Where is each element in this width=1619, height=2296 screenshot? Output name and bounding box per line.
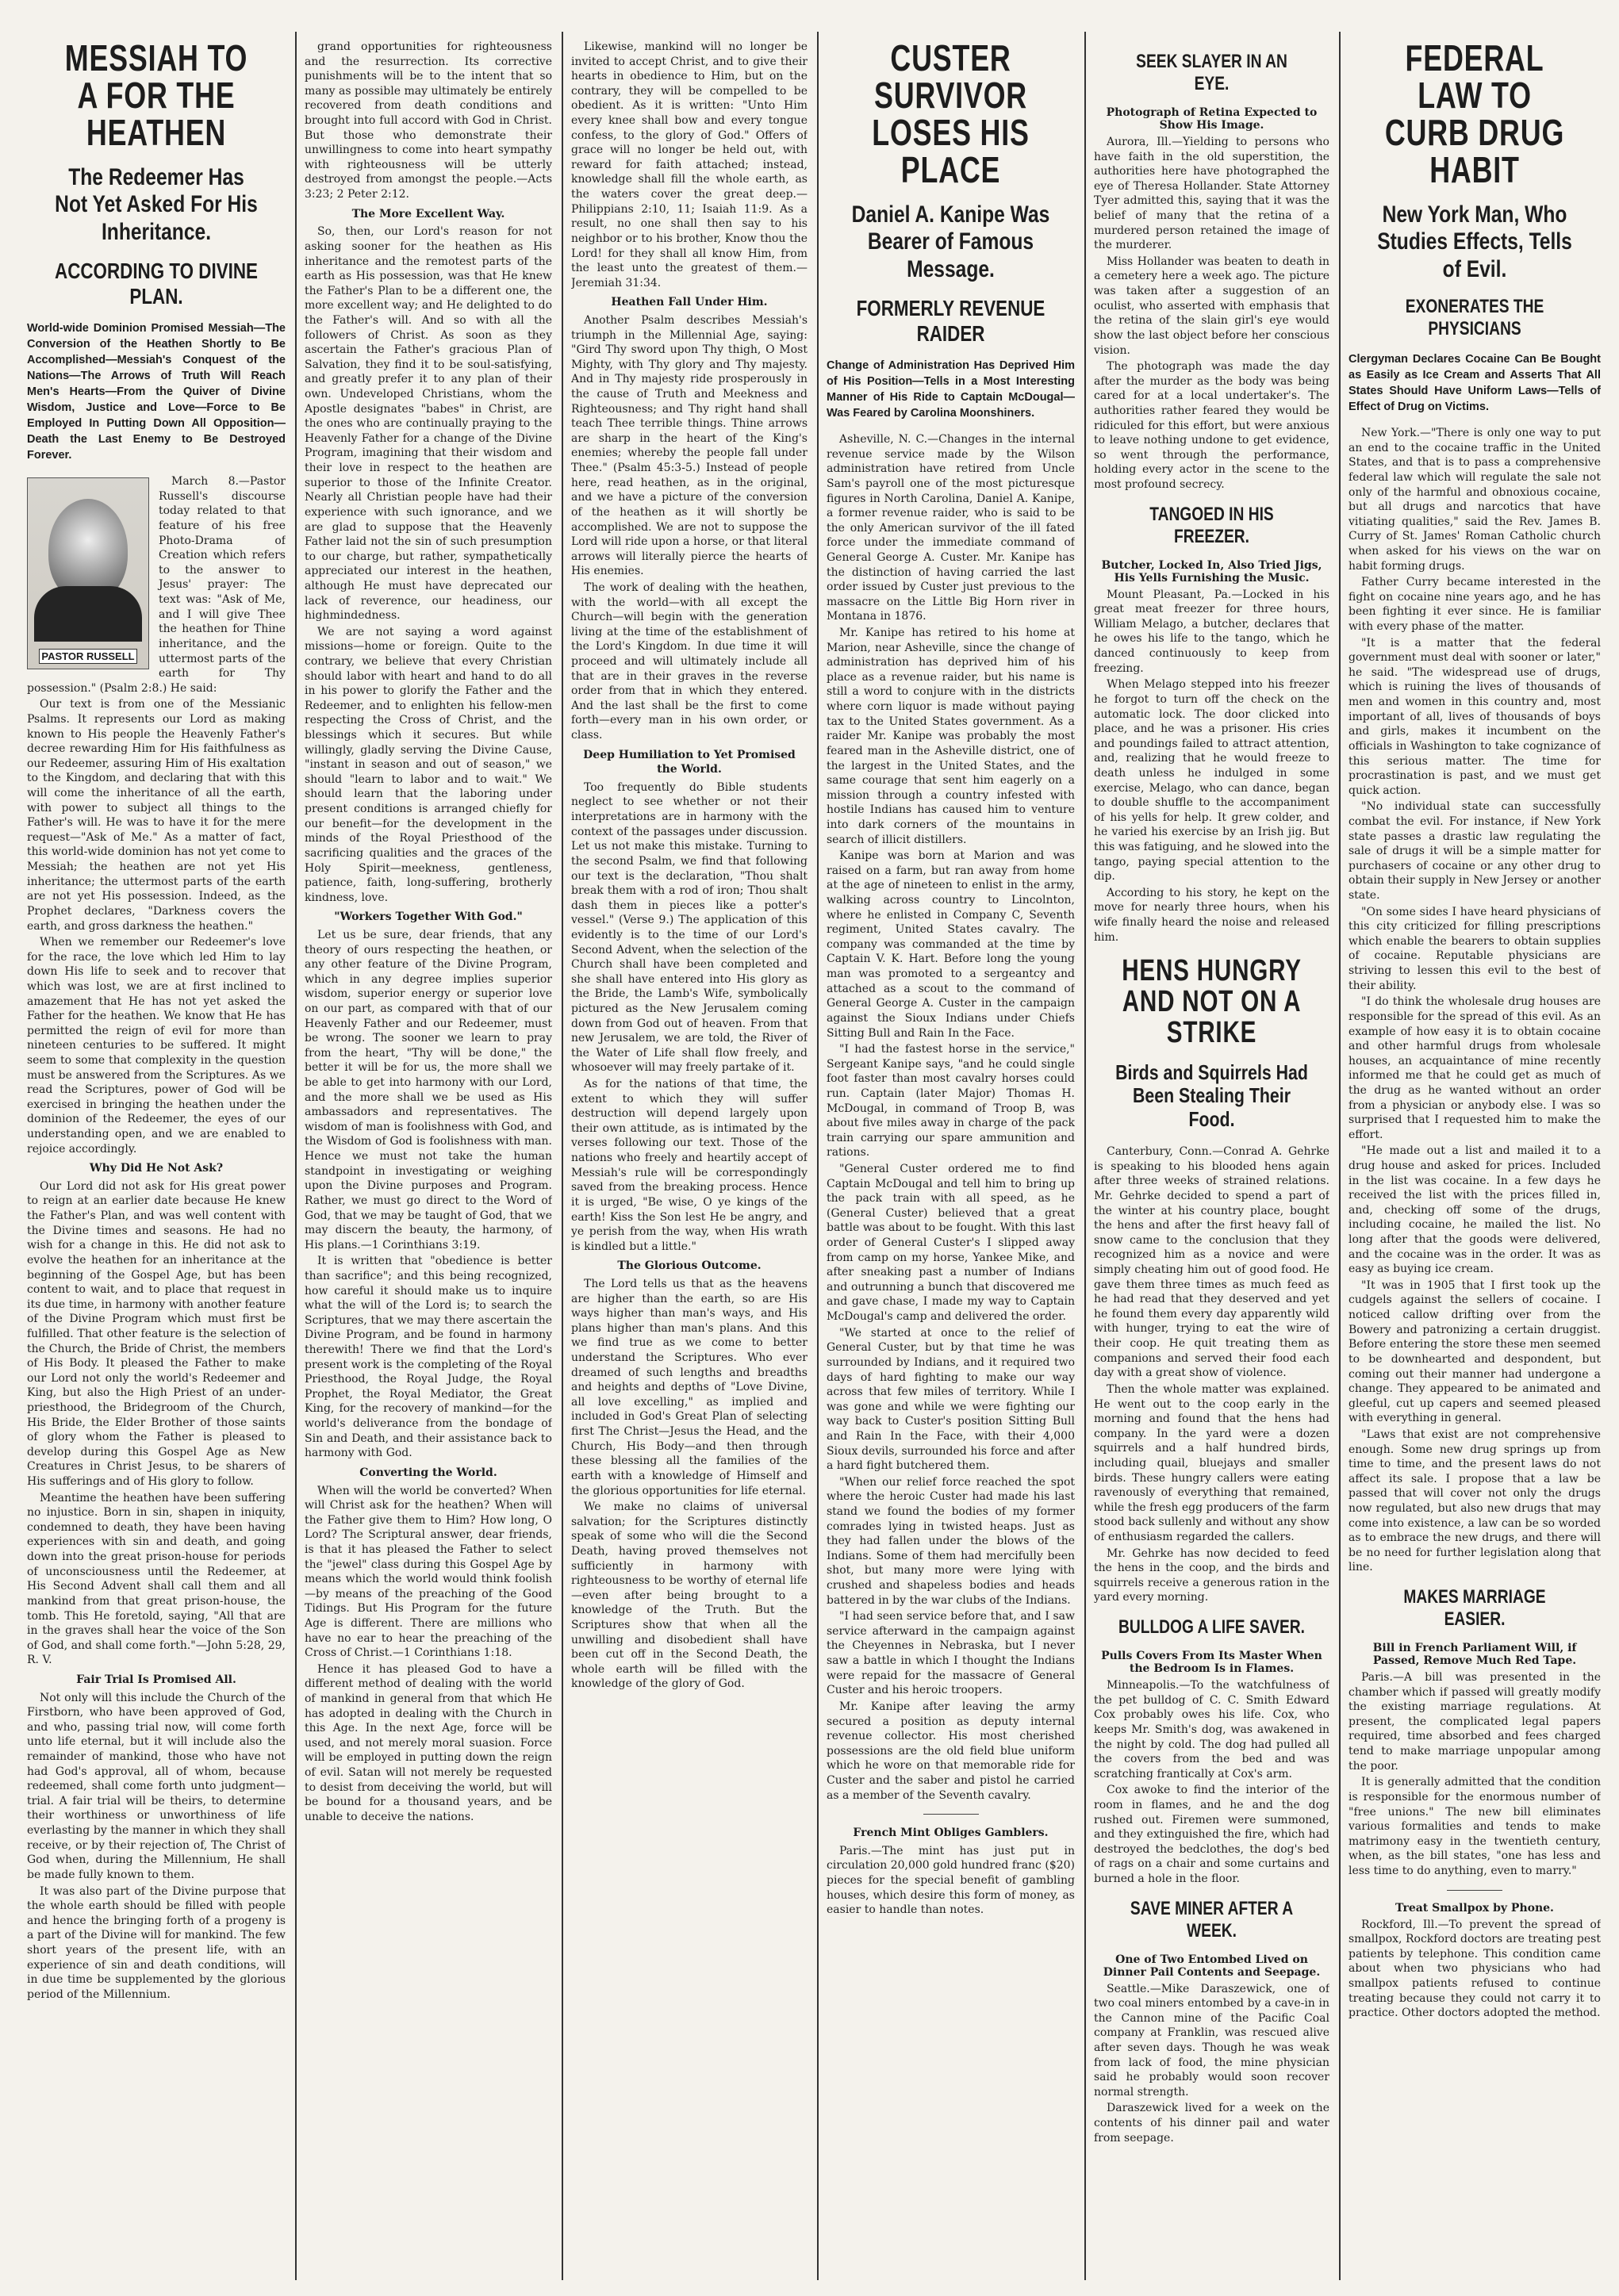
paragraph: Not only will this include the Church of the Firstborn, who have been approved of God, and who, passing trial now, will come forth unto life eternal, but it will include also the remainder of mankind, those who have not had God's approval, all of whom, because redeemed, shall come forth unto judgment—trial. A fair trial will be theirs, to determine their worthiness or unworthiness of life everlasting by the manner in which they shall receive, or by their rejection of, The Christ of God when, during the Millennium, He shall be made fully known to them. [27, 1691, 286, 1881]
article-body-bulldog [1094, 1678, 1329, 1887]
summary-custer: Change of Administration Has Deprived Him of His Position—Tells in a Most Interesting Manner of His Ride to Captain McDougal—Was Feared by Carolina Moonshiners. [827, 359, 1075, 420]
deck-seek-slayer: Photograph of Retina Expected to Show His Image. [1106, 106, 1318, 132]
subhead-divine-plan: ACCORDING TO DIVINE PLAN. [55, 259, 258, 309]
paragraph: grand opportunities for righteousness and the resurrection. Its corrective punishments will be to the intent that so many as possible may ultimately be entirely recovered from death conditions and brought into full accord with God in Christ. But those who demonstrate their unwillingness to come into heart sympathy with righteousness will be utterly destroyed from amongst the people.—Acts 3:23; 2 Peter 2:12. [305, 40, 552, 201]
brief-heading: French Mint Obliges Gamblers. [853, 1826, 1049, 1840]
portrait-photo [27, 477, 149, 669]
paragraph: "I do think the wholesale drug houses are responsible for the spread of this evil. As an example of how easy it is to obtain cocaine and other harmful drugs from wholesale houses, an acquaintance of mine recently informed me that he could get as much of the drug as he wanted without an order from a physician or anybody else. I was so surprised that I requested him to make the effort. [1349, 995, 1601, 1141]
column-rule [562, 32, 563, 2280]
paragraph: Rockford, Ill.—To prevent the spread of smallpox, Rockford doctors are treating pest patients by telephone. This condition came about when two physicians who had smallpox patients refused to continue treating because they could not carry it to practice. Other doctors adopted the method. [1349, 1918, 1601, 2020]
paragraph: "When our relief force reached the spot where the heroic Custer had made his last stand we found the bodies of my former comrades lying in twisted heaps. Just as they had fallen under the blows of the Indians. Some of them had mercifully been shot, but many more were lying with crushed and shapeless bodies and heads battered in by the war clubs of the Indians. [827, 1475, 1075, 1607]
column-rule [295, 32, 297, 2280]
paragraph: "Laws that exist are not comprehensive enough. Some new drug springs up from time to time, and the present laws do not affect its sale. I propose that a law be passed that will cover not only the drugs now regulated, but also new drugs that may come into existence, a law can be so worded as to embrace the new drugs, and there will be no need for further legislation along that line. [1349, 1428, 1601, 1574]
section-heading: The More Excellent Way. [351, 207, 505, 220]
paragraph: "I had seen service before that, and I saw service afterward in the campaign against the Cheyennes in Nebraska, but I never saw a battle in which I thought the Indians were repaid for the massacre of General Custer and his heroic troopers. [827, 1610, 1075, 1697]
paragraph: Daraszewick lived for a week on the contents of his dinner pail and water from seepage. [1094, 2102, 1329, 2145]
paragraph: Canterbury, Conn.—Conrad A. Gehrke is speaking to his blooded hens again after three weeks of strained relations. Mr. Gehrke decided to spend a part of the winter at his country place, bought the hens and after the first heavy fall of snow came to the conclusion that they recognized him as a novice and were simply cheating him out of good food. He gave them three times as much feed as he had read that they deserved and yet he found them every day apparently wild with hunger, trying to eat the wire of their coop. He quit treating them as companions and served their food each day with a great show of violence. [1094, 1145, 1329, 1380]
paragraph: Minneapolis.—To the watchfulness of the pet bulldog of C. C. Smith Edward Cox probably owes his life. Cox, who keeps Mr. Smith's dog, was awakened in the night by cold. The dog had pulled all the covers from the bed and was scratching frantically at Cox's arm. [1094, 1679, 1329, 1780]
section-heading: "Workers Together With God." [334, 910, 523, 924]
section-heading: Heathen Fall Under Him. [611, 296, 768, 309]
headline-federal-law: FEDERAL LAW TO CURB DRUG HABIT [1384, 40, 1565, 190]
column-rule [1084, 32, 1086, 2280]
column-rule [1339, 32, 1341, 2280]
paragraph: When we remember our Redeemer's love for the race, the love which led Him to lay down His life to seek and to recover that which was lost, we are at first inclined to amazement that He has not yet asked the Father for the heathen. We know that He has permitted the reign of evil for more than nineteen centuries to be suffered. It might seem to some that complexity in the question must be answered from the Scriptures. As we read the Scriptures, power of God will be exercised in bringing the heathen under the dominion of the Redeemer, the eyes of our understanding open, and we are enabled to rejoice accordingly. [27, 936, 286, 1156]
portrait-caption: PASTOR RUSSELL [39, 649, 137, 664]
deck-tangoed: Butcher, Locked In, Also Tried Jigs, His Yells Furnishing the Music. [1101, 558, 1322, 585]
summary-messiah: World-wide Dominion Promised Messiah—The Conversion of the Heathen Shortly to Be Accomplished—Messiah's Conquest of the Nations—The Arrows of Truth Will Reach Men's Hearts—From the Quiver of Divine Wisdom, Justice and Love—Force to Be Employed In Putting Down All Opposition—Death the Last Enemy to Be Destroyed Forever. [27, 322, 286, 462]
headline-marriage: MAKES MARRIAGE EASIER. [1403, 1586, 1546, 1631]
paragraph: According to his story, he kept on the move for nearly three hours, when his wife finally heard the noise and released him. [1094, 886, 1329, 944]
section-heading: The Glorious Outcome. [617, 1259, 762, 1273]
column-5 [1094, 40, 1329, 2280]
paragraph: The Lord tells us that as the heavens are higher than the earth, so are His ways higher than man's ways, and His plans higher than man's plans. And this we find true as we come to better understand the Scriptures. Who ever dreamed of such lengths and breadths and heights and depths of "Love Divine, all love excelling," as implied and included in God's Great Plan of selecting first The Christ—Jesus the Head, and the Church, His Body—and then through these blessing all the families of the earth with a knowledge of Himself and the glorious opportunities for life eternal. [571, 1277, 808, 1497]
paragraph: Kanipe was born at Marion and was raised on a farm, but ran away from home at the age of nineteen to enlist in the army, walking across country to Lincolnton, where he enlisted in Company C, Seventh regiment, United States cavalry. The company was commanded at the time by Captain V. K. Hart. Before long the young man was promoted to a sergeantcy and attached as a scout to the command of General George A. Custer in the campaign against the Sioux Indians under Chiefs Sitting Bull and Rain In the Face. [827, 849, 1075, 1040]
paragraph: The photograph was made the day after the murder as the body was being cared for at a local undertaker's. The authorities rather feared they would be ridiculed for this effort, but were anxious to leave nothing undone to get evidence, so went through the performance, holding every actor in the scene to the most profound secrecy. [1094, 360, 1329, 492]
paragraph: March 8.—Pastor Russell's discourse today related to that feature of his free Photo-Drama of Creation which refers to the answer to Jesus' prayer: The text was: "Ask of Me, and I will give Thee the heathen for Thine inheritance, and the uttermost parts of the earth for Thy possession." (Psalm 2:8.) He said: [27, 475, 286, 695]
paragraph: Mr. Gehrke has now decided to feed the hens in the coop, and the birds and squirrels receive a generous ration in the yard every morning. [1094, 1547, 1329, 1604]
paragraph: "On some sides I have heard physicians of this city criticized for filling prescriptions which enable the bearers to obtain supplies of cocaine. Reputable physicians are striving to lessen this evil to the best of their ability. [1349, 905, 1601, 992]
paragraph: Mr. Kanipe after leaving the army secured a position as deputy internal revenue collector. His most cherished possessions are the old field blue uniform which he wore on that memorable ride for Custer and the saber and pistol he carried as a member of the Seventh cavalry. [827, 1700, 1075, 1802]
paragraph: "He made out a list and mailed it to a drug house and asked for prices. Included in the list was cocaine. In a few days he received the list with the prices filled in, and, checking off some of the drugs, including cocaine, he mailed the list. No long after that the goods were delivered, and the cocaine was in the order. It was as easy as buying ice cream. [1349, 1144, 1601, 1276]
paragraph: It is generally admitted that the condition is responsible for the enormous number of "free unions." The new bill eliminates various formalities and tends to make matrimony easy in the twentieth century, when, as the bill states, "one has less and less time to do anything, even to marry." [1349, 1776, 1601, 1877]
deck-bulldog: Pulls Covers From Its Master When the Bedroom Is in Flames. [1101, 1650, 1322, 1676]
portrait-coat [34, 586, 142, 642]
headline-tangoed: TANGOED IN HIS FREEZER. [1149, 503, 1274, 547]
article-body-messiah-cont-2 [571, 40, 808, 1692]
article-body-federal-law [1349, 426, 1601, 1575]
column-rule [817, 32, 819, 2280]
section-heading: Converting the World. [359, 1466, 497, 1479]
paragraph: Paris.—A bill was presented in the chamber which if passed will greatly modify the existing marriage regulations. At present, the complicated legal papers required, time absorbed and fees charged tend to make marriage unpopular among the poor. [1349, 1671, 1601, 1773]
deck-save-miner: One of Two Entombed Lived on Dinner Pail Contents and Seepage. [1103, 1953, 1321, 1979]
paragraph: So, then, our Lord's reason for not asking sooner for the heathen as His inheritance and the remotest parts of the earth as His possession, was that He knew the Father's Plan to be a different one, the more excellent way; and He delighted to do the Father's will. And so with all the followers of Christ. As soon as they ascertain the Father's gracious Plan of Salvation, they find it to be soul-satisfying, and greatly prefer it to any plan of their own. Undeveloped Christians, whom the Apostle designates "babes" in Christ, are the ones who are continually praying to the Heavenly Father for a change of the Divine Program, imagining that their wisdom and their love in respect to the heathen are superior to those of the Infinite Creator. Nearly all Christian people have had their experience with such ignorance, and we are glad to suppose that the Heavenly Father laid not the sin of such presumption to our charge, but rather, sympathetically appreciated our interest in the heathen, although He must have deprecated our lack of reverence, our headiness, our highmindedness. [305, 225, 552, 623]
headline-messiah: MESSIAH TO A FOR THE HEATHEN [64, 40, 248, 153]
paragraph: Father Curry became interested in the fight on cocaine nine years ago, and he has been fighting it ever since. He is familiar with every phase of the matter. [1349, 576, 1601, 634]
subhead-physicians: EXONERATES THE PHYSICIANS [1405, 296, 1544, 340]
article-body-smallpox [1349, 1918, 1601, 2021]
paragraph: When Melago stepped into his freezer he forgot to turn off the check on the automatic lock. The door clicked into place, and he was a prisoner. His cries and poundings failed to attract attention, and, realizing that he would freeze to death unless he indulged in some exercise, Melago, who can dance, began to double shuffle to the accompaniment of his yells for help. It grew colder, and he varied his exercise by an Irish jig. But this was fatiguing, and he slowed into the tango, paying special attention to the dip. [1094, 678, 1329, 884]
article-body-hens [1094, 1144, 1329, 1605]
divider [923, 1814, 979, 1815]
paragraph: Mr. Kanipe has retired to his home at Marion, near Asheville, since the change of administration has deprived him of his place as a revenue raider, but his name is still a word to conjure with in the districts where corn liquor is made without paying tax to the United States government. As a raider Mr. Kanipe was probably the most feared man in the Asheville district, one of the largest in the United States, and the same courage that sent him eagerly on a mission through a country infested with hostile Indians has caused him to venture into dark corners of the mountains in search of illicit distillers. [827, 627, 1075, 846]
article-body-save-miner [1094, 1982, 1329, 2146]
paragraph: "General Custer ordered me to find Captain McDougal and tell him to bring up the pack train with all speed, as he (General Custer) believed that a great battle was about to be fought. With this last order of General Custer's I slipped away from camp on my horse, Yankee Mike, and after sneaking past a number of Indians and outrunning a bunch that discovered me and gave chase, I made my way to Captain McDougal's camp and delivered the order. [827, 1162, 1075, 1324]
paragraph: Aurora, Ill.—Yielding to persons who have faith in the old superstition, the authorities here have photographed the eye of Theresa Hollander. State Attorney Tyer admitted this, saying that it was the belief of many that the retina of a murdered person retained the image of the murderer. [1094, 136, 1329, 252]
paragraph: Another Psalm describes Messiah's triumph in the Millennial Age, saying: "Gird Thy sword upon Thy thigh, O Most Mighty, with Thy glory and Thy majesty. And in Thy majesty ride prosperously in the cause of Truth and Meekness and Righteousness; and Thy right hand shall teach Thee terrible things. Thine arrows are sharp in the heart of the King's enemies; whereby the people fall under Thee." (Psalm 45:3-5.) Instead of people here, read heathen, as in the original, and we have a picture of the conversion of the heathen as it will shortly be accomplished. We are not to suppose the Lord will ride upon a horse, or that literal arrows will literally pierce the hearts of His enemies. [571, 313, 808, 578]
article-body-custer [827, 432, 1075, 1918]
section-heading: Why Did He Not Ask? [89, 1162, 224, 1175]
paragraph: It was also part of the Divine purpose that the whole earth should be filled with people and hence the bringing forth of a progeny is a part of the Divine will for mankind. The few short years of the present life, with an experience of sin and death conditions, will in due time be supplemented by the glorious period of the Millennium. [27, 1884, 286, 2001]
paragraph: As for the nations of that time, the extent to which they will suffer destruction will depend largely upon their own attitude, as is intimated by the verses following our text. Those of the nations who freely and heartily accept of Messiah's rule will be correspondingly saved from the breaking process. Hence it is urged, "Be wise, O ye kings of the earth! Kiss the Son lest He be angry, and ye perish from the way, when His wrath is kindled but a little." [571, 1078, 808, 1253]
paragraph: Then the whole matter was explained. He went out to the coop early in the morning and found that the hens had company. In the yard were a dozen squirrels and a half hundred birds, including quail, bluejays and smaller birds. These hungry callers were eating ravenously of everything that remained, while the fresh egg producers of the farm stood back sullenly and without any show of enthusiasm regarded the callers. [1094, 1382, 1329, 1544]
article-body-seek-slayer [1094, 135, 1329, 493]
paragraph: We are not saying a word against missions—home or foreign. Quite to the contrary, we believe that every Christian should labor with heart and hand to do all in his power to glorify the Father and the Redeemer, and to enlighten his fellow-men respecting the Cross of Christ, and the blessings which it secures. But while willingly, gladly serving the Divine Cause, "instant in season and out of season," we should "learn to labor and to wait." We should learn that the laboring under present conditions is arranged chiefly for our benefit—for the development in the minds of the Royal Priesthood of the sacrificing qualities and the graces of the Holy Spirit—meekness, gentleness, patience, faith, long-suffering, brotherly kindness, love. [305, 625, 552, 904]
deck-custer: Daniel A. Kanipe Was Bearer of Famous Message. [851, 201, 1050, 282]
paragraph: "I had the fastest horse in the service," Sergeant Kanipe says, "and he could single foot faster than most cavalry horses could run. Captain (later Major) Thomas H. McDougal, in command of Troop B, was about five miles away in charge of the pack train carrying our spare ammunition and rations. [827, 1043, 1075, 1159]
paragraph: Asheville, N. C.—Changes in the internal revenue service made by the Wilson administration have retired from Uncle Sam's payroll one of the most picturesque figures in North Carolina, Daniel A. Kanipe, a former revenue raider, who is said to be the only American survivor of the ill fated force under the immediate command of General George A. Custer. Mr. Kanipe has the distinction of having carried the last order issued by Custer just previous to the massacre on the Little Big Horn river in Montana in 1876. [827, 433, 1075, 623]
summary-federal-law: Clergyman Declares Cocaine Can Be Bought as Easily as Ice Cream and Asserts That All States Should Have Uniform Laws—Tells of Effect of Drug on Victims. [1349, 353, 1601, 414]
paragraph: "No individual state can successfully combat the evil. For instance, if New York state passes a drastic law regulating the sale of drugs it will be a simple matter for purchasers of cocaine or any other drug to obtain their supply in New Jersey or another state. [1349, 800, 1601, 903]
paragraph: "We started at once to the relief of General Custer, but by that time he was surrounded by Indians, and it required two days of hard fighting to make our way across that few miles of territory. While I was gone and while we were fighting our way back to Custer's position Sitting Bull and Rain In the Face, with their 4,000 Sioux devils, surrounded his force and after a hard fight butchered them. [827, 1326, 1075, 1473]
deck-messiah: The Redeemer Has Not Yet Asked For His Inheritance. [55, 163, 258, 245]
paragraph: "It is a matter that the federal government must deal with sooner or later," he said. "The widespread use of drugs, which is ruining the lives of thousands of men and women in this country and, most important of all, lives of thousands of boys and girls, makes it incumbent on the officials in Washington to take cognizance of this serious matter. The time for procrastination is past, and we must get quick action. [1349, 636, 1601, 797]
paragraph: Too frequently do Bible students neglect to see whether or not their interpretations are in harmony with the context of the passages under discussion. Let us not make this mistake. Turning to the second Psalm, we find that following our text is the declaration, "Thou shalt break them with a rod of iron; Thou shalt dash them in pieces like a potter's vessel." (Verse 9.) The application of this evidently is to the time of our Lord's Second Advent, when the selection of the Church shall have been completed and she shall have entered into His glory as the Bride, the Lamb's Wife, symbolically pictured as the New Jerusalem coming down from God out of heaven. From that new Jerusalem, we are told, the River of the Water of Life shall flow freely, and whosoever will may freely partake of it. [571, 780, 808, 1075]
deck-hens: Birds and Squirrels Had Been Stealing Their Food. [1115, 1060, 1308, 1132]
article-body-marriage [1349, 1670, 1601, 1879]
column-3 [571, 40, 808, 2280]
section-heading: Fair Trial Is Promised All. [76, 1673, 236, 1686]
column-2 [305, 40, 552, 2280]
paragraph: Hence it has pleased God to have a different method of dealing with the world of mankind in general from that which He has adopted in dealing with the Church in this Age. In the next Age, force will be used, and not merely moral suasion. Force will be employed in putting down the reign of evil. Satan will not merely be requested to desist from deceiving the world, but will be bound for a thousand years, and be unable to deceive the nations. [305, 1662, 552, 1823]
paragraph: Likewise, mankind will no longer be invited to accept Christ, and to give their hearts in obedience to Him, but on the contrary, they will be compelled to be obedient. As it is written: "Unto Him every knee shall bow and every tongue confess, to the glory of God." Offers of grace will no longer be held out, with reward for faith attached; instead, knowledge shall fill the whole earth, as the waters cover the great deep.—Philippians 2:10, 11; Isaiah 11:9. As a result, no one shall then say to his neighbor or to his brother, Know thou the Lord! for they shall all know Him, from the least unto the greatest of them.—Jeremiah 31:34. [571, 40, 808, 289]
paragraph: The work of dealing with the heathen, with the world—with all except the Church—will begin with the generation living at the time of the establishment of the Lord's Kingdom. In due time it will proceed and will ultimately include all that are in their graves in the reverse order from that in which they entered. And the last shall be the first to come forth—every man in his own order, or class. [571, 581, 808, 742]
paragraph: It is written that "obedience is better than sacrifice"; and this being recognized, how careful it should make us to inquire what the will of the Lord is; to search the Scriptures, that we may there ascertain the Divine Program, and be found in harmony therewith! There we find that the Lord's present work is the completing of the Royal Priesthood, the Royal Judge, the Royal Prophet, the Royal Mediator, the Great King, for the recovery of mankind—for the world's deliverance from the bondage of Sin and Death, and their assistance back to harmony with God. [305, 1255, 552, 1460]
headline-custer: CUSTER SURVIVOR LOSES HIS PLACE [872, 40, 1030, 190]
headline-bulldog: BULLDOG A LIFE SAVER. [1118, 1616, 1306, 1639]
paragraph: Our text is from one of the Messianic Psalms. It represents our Lord as making known to His people the Heavenly Father's decree rewarding Him for His faithfulness as our Redeemer, assuring Him of His exaltation to the Kingdom, and declaring that with this will come the inheritance of all the earth, with power to subject all things to the Father's will. He was to have it for the mere request—"Ask of Me." As a matter of fact, this world-wide dominion has not yet come to Messiah; the heathen are not yet His inheritance; the uttermost parts of the earth are not yet His possession. Indeed, as the Prophet declares, "Darkness covers the earth, and gross darkness the heathen." [27, 698, 286, 933]
article-body-tangoed [1094, 588, 1329, 945]
divider [1447, 1890, 1502, 1891]
paragraph: New York.—"There is only one way to put an end to the cocaine traffic in the United States, and that is to pass a comprehensive federal law which will regulate the sale not only of the harmful and obnoxious cocaine, but all drugs and narcotics that have vitiating qualities," said the Rev. James B. Curry of St. James' Roman Catholic church when asked for his views on the war on habit forming drugs. [1349, 427, 1601, 573]
column-6 [1349, 40, 1601, 2280]
paragraph: Paris.—The mint has just put in circulation 20,000 gold hundred franc ($20) pieces for the special benefit of gambling houses, which desire this form of money, as easier to handle than notes. [827, 1844, 1075, 1917]
article-body-messiah [27, 474, 286, 2002]
deck-federal-law: New York Man, Who Studies Effects, Tells of Evil. [1377, 201, 1572, 282]
column-4 [827, 40, 1075, 2280]
deck-marriage: Bill in French Parliament Will, if Passed, Remove Much Red Tape. [1372, 1642, 1577, 1668]
paragraph: When will the world be converted? When will Christ ask for the heathen? When will the Father give them to Him? How long, O Lord? The Scriptural answer, dear friends, is that it has pleased the Father to select the "jewel" class during this Gospel Age by means which the world would think foolish—by means of the preaching of the Good Tidings. But His Program for the future Age is different. There are millions who have no ear to hear the preaching of the Cross of Christ.—1 Corinthians 1:18. [305, 1484, 552, 1660]
paragraph: We make no claims of universal salvation; for the Scriptures distinctly speak of some who will die the Second Death, having proved themselves not sufficiently in harmony with righteousness to be worthy of eternal life—even after being brought to a knowledge of the Truth. But the Scriptures show that when all the unwilling and disobedient shall have been cut off in the Second Death, the whole earth will be filled with the knowledge of the glory of God. [571, 1501, 808, 1691]
section-heading: Deep Humiliation to Yet Promised the World. [583, 748, 796, 776]
paragraph: Meantime the heathen have been suffering no injustice. Born in sin, shapen in iniquity, condemned to death, they have been having experiences with sin and death, and going down into the great prison-house for periods of unconsciousness until the Redeemer, at His Second Advent shall call them and all mankind from that great prison-house, the tomb. This He foretold, saying, "All that are in the graves shall hear the voice of the Son of God, and shall come forth."—John 5:28, 29, R. V. [27, 1491, 286, 1667]
paragraph: Cox awoke to find the interior of the room in flames, and he and the dog rushed out. Firemen were summoned, and they extinguished the fire, which had destroyed the bedclothes, the dog's bed of rags on a chair and some curtains and burned a hole in the floor. [1094, 1784, 1329, 1885]
headline-smallpox: Treat Smallpox by Phone. [1395, 1901, 1554, 1915]
paragraph: Let us be sure, dear friends, that any theory of ours respecting the heathen, or any other feature of the Divine Program, which in any degree implies superior wisdom, superior energy or superior love on our part, as compared with that of our Heavenly Father and our Redeemer, must be wrong. The sooner we learn to pray from the heart, "Thy will be done," the better it will be for us, the more shall we be able to get into harmony with our Lord, and the more shall we be used as His ambassadors and representatives. The wisdom of man is foolishness with God, and the Wisdom of God is foolishness with man. Hence we must not take the human standpoint in investigating or weighing upon the Divine purposes and Program. Rather, we must go direct to the Word of God, that we may be taught of God, that we may discern the beauty, the harmony, of His plans.—1 Corinthians 3:19. [305, 928, 552, 1251]
paragraph: Miss Hollander was beaten to death in a cemetery here a week ago. The picture was taken after a suggestion of an oculist, who asserted with emphasis that the retina of the slain girl's eye would show the last object before her conscious vision. [1094, 255, 1329, 357]
paragraph: "It was in 1905 that I first took up the cudgels against the sellers of cocaine. I noticed callow drifting over from the Bowery and patronizing a certain druggist. Before entering the store these men seemed to be downhearted and despondent, but coming out their manner had undergone a change. They appeared to be animated and gleeful, cut up capers and seemed pleased with everything in general. [1349, 1278, 1601, 1425]
subhead-revenue-raider: FORMERLY REVENUE RAIDER [856, 296, 1045, 347]
article-body-messiah-cont [305, 40, 552, 1825]
paragraph: Mount Pleasant, Pa.—Locked in his great meat freezer for three hours, William Melago, a butcher, declares that he owes his life to the tango, which he danced continuously to keep from freezing. [1094, 588, 1329, 675]
headline-hens: HENS HUNGRY AND NOT ON A STRIKE [1122, 954, 1302, 1049]
paragraph: Our Lord did not ask for His great power to reign at an earlier date because He knew the Father's Plan, and was well content with the Divine times and seasons. He had no wish for a change in this. He did not ask to evolve the heathen for an inheritance at the beginning of the Gospel Age, but has been content to wait, and to place that request in its due time, in harmony with another feature of the Divine Program which must first be fulfilled. That other feature is the selection of the Church, the Bride of Christ, the members of His Body. It pleased the Father to make our Lord not only the world's Redeemer and King, but also the High Priest of an under-priesthood, the Bridegroom of the Church, His Bride, the Elder Brother of those saints of glory whom the Father is pleased to develop during this Gospel Age as New Creatures in Christ Jesus, to be sharers of His sufferings and of His glory to follow. [27, 1179, 286, 1489]
paragraph: Seattle.—Mike Daraszewick, one of two coal miners entombed by a cave-in in the Cannon mine of the Pacific Coal company at Franklin, was rescued alive after seven days. Though he was weak from lack of food, the mine physician said he probably would soon recover normal strength. [1094, 1982, 1329, 2099]
headline-save-miner: SAVE MINER AFTER A WEEK. [1130, 1897, 1294, 1941]
column-1 [27, 40, 286, 2280]
headline-seek-slayer: SEEK SLAYER IN AN EYE. [1136, 51, 1287, 94]
